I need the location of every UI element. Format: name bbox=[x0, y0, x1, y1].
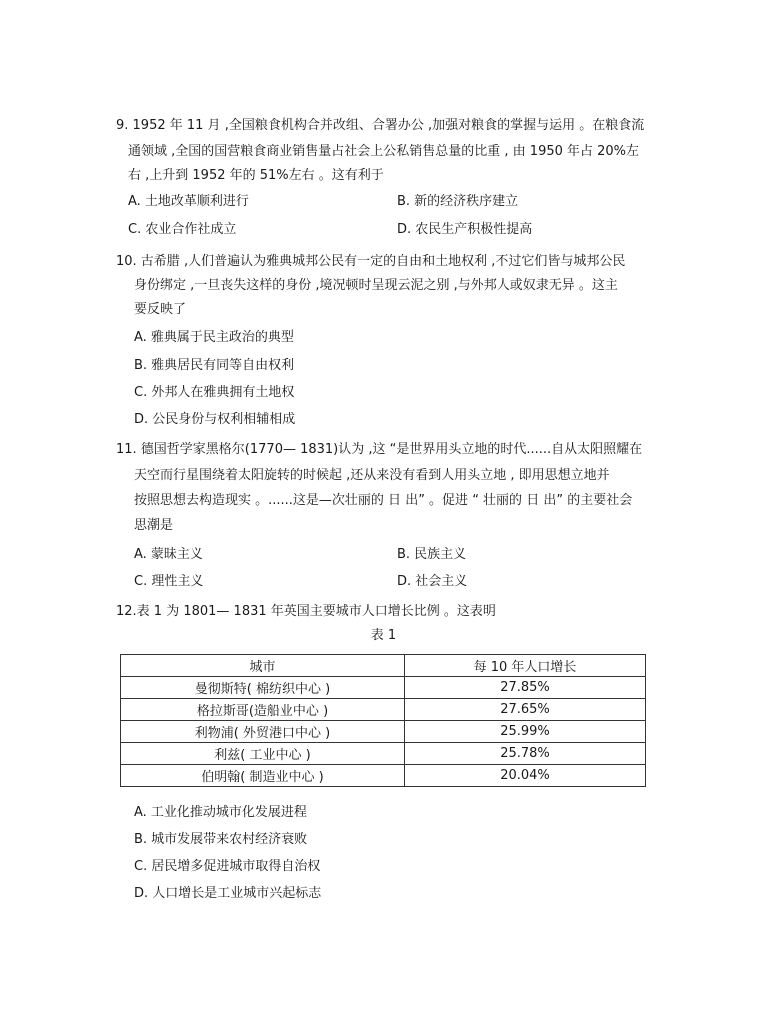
table-cell-growth: 25.78% bbox=[405, 743, 646, 765]
question-9-option-a[interactable]: A. 土地改革顺利进行 bbox=[128, 194, 249, 209]
question-10-option-b[interactable]: B. 雅典居民有同等自由权利 bbox=[134, 358, 295, 373]
question-11-line-3: 按照思想去构造现实 。......这是—次壮丽的 日 出” 。促进 “ 壮丽的 日 出” 的主要社会 bbox=[134, 493, 633, 508]
table-header-city: 城市 bbox=[121, 655, 405, 677]
table-caption: 表 1 bbox=[370, 628, 397, 643]
question-12-option-c[interactable]: C. 居民增多促进城市取得自治权 bbox=[134, 859, 321, 874]
question-10-option-c[interactable]: C. 外邦人在雅典拥有土地权 bbox=[134, 385, 295, 400]
table-cell-city: 格拉斯哥(造船业中心 ) bbox=[121, 699, 405, 721]
question-10-option-a[interactable]: A. 雅典属于民主政治的典型 bbox=[134, 330, 294, 345]
question-11-option-a[interactable]: A. 蒙昧主义 bbox=[134, 547, 203, 562]
question-11-option-b[interactable]: B. 民族主义 bbox=[397, 547, 467, 562]
question-9-line-1: 9. 1952 年 11 月 ,全国粮食机构合并改组、合署办公 ,加强对粮食的掌握与运用 。在粮食流 bbox=[116, 118, 645, 133]
population-table bbox=[120, 654, 646, 787]
question-9-option-d[interactable]: D. 农民生产积极性提高 bbox=[397, 222, 533, 237]
table-cell-city: 利物浦( 外贸港口中心 ) bbox=[121, 721, 405, 743]
question-10-option-d[interactable]: D. 公民身份与权利相辅相成 bbox=[134, 412, 296, 427]
table-cell-city: 利兹( 工业中心 ) bbox=[121, 743, 405, 765]
table-row bbox=[121, 677, 646, 699]
question-9-line-3: 右 ,上升到 1952 年的 51%左右 。这有利于 bbox=[128, 168, 384, 183]
question-9-line-2: 通领域 ,全国的国营粮食商业销售量占社会上公私销售总量的比重 , 由 1950 年占 20%左 bbox=[128, 144, 640, 159]
question-11-line-2: 天空而行星围绕着太阳旋转的时候起 ,还从来没有看到人用头立地 , 即用思想立地并 bbox=[134, 468, 610, 483]
question-10-line-2: 身份绑定 ,一旦丧失这样的身份 ,境况顿时呈现云泥之别 ,与外邦人或奴隶无异 。这主 bbox=[134, 278, 618, 293]
table-cell-growth: 20.04% bbox=[405, 765, 646, 787]
question-11-line-4: 思潮是 bbox=[134, 518, 174, 533]
question-12-option-d[interactable]: D. 人口增长是工业城市兴起标志 bbox=[134, 886, 322, 901]
table-cell-growth: 27.65% bbox=[405, 699, 646, 721]
question-10-line-1: 10. 古希腊 ,人们普遍认为雅典城邦公民有一定的自由和土地权利 ,不过它们皆与城邦公民 bbox=[116, 254, 626, 269]
table-row bbox=[121, 721, 646, 743]
table-cell-city: 伯明翰( 制造业中心 ) bbox=[121, 765, 405, 787]
table-header-growth: 每 10 年人口增长 bbox=[405, 655, 646, 677]
question-12-line-1: 12.表 1 为 1801— 1831 年英国主要城市人口增长比例 。这表明 bbox=[116, 604, 496, 619]
question-11-option-c[interactable]: C. 理性主义 bbox=[134, 574, 204, 589]
question-9-option-c[interactable]: C. 农业合作社成立 bbox=[128, 222, 237, 237]
table-cell-city: 曼彻斯特( 棉纺织中心 ) bbox=[121, 677, 405, 699]
question-11-option-d[interactable]: D. 社会主义 bbox=[397, 574, 468, 589]
question-12-option-a[interactable]: A. 工业化推动城市化发展进程 bbox=[134, 805, 307, 820]
table-row bbox=[121, 765, 646, 787]
question-9-option-b[interactable]: B. 新的经济秩序建立 bbox=[397, 194, 519, 209]
table-header-row bbox=[121, 655, 646, 677]
question-10-line-3: 要反映了 bbox=[134, 302, 187, 317]
question-11-line-1: 11. 德国哲学家黑格尔(1770— 1831)认为 ,这 “是世界用头立地的时代......自从太阳照耀在 bbox=[116, 442, 643, 457]
table-row bbox=[121, 743, 646, 765]
table-cell-growth: 27.85% bbox=[405, 677, 646, 699]
table-cell-growth: 25.99% bbox=[405, 721, 646, 743]
table-row bbox=[121, 699, 646, 721]
question-12-option-b[interactable]: B. 城市发展带来农村经济衰败 bbox=[134, 832, 308, 847]
